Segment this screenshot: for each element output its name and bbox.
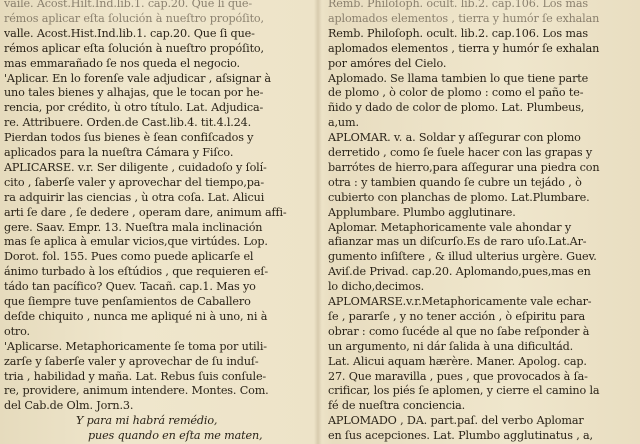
text-line: vaile. Acost.Hilt.Ind.lib.1. cap.20. Que li que-: [4, 0, 252, 10]
text-line: cito , ſaberſe valer y aprovechar del tiempo,pa-: [4, 175, 264, 189]
text-line: gere. Saav. Empr. 13. Nueſtra mala inclinación: [4, 220, 263, 234]
text-line: arti ſe dare , ſe dedere , operam dare, animum affi-: [4, 205, 287, 219]
text-line: ánimo turbado à los eſtúdios , que requieren eſ-: [4, 265, 269, 279]
text-line: ſe , pararſe , y no tener acción , ò eſpiritu para: [328, 309, 585, 323]
text-line: 'Aplicar. En lo forenſe vale adjudicar , aſsignar à: [4, 71, 271, 85]
text-line: rencia, por crédito, ù otro título. Lat. Adjudica-: [4, 101, 264, 115]
text-line: valle. Acost.Hist.Ind.lib.1. cap.20. Que ſi que-: [4, 26, 255, 40]
text-line: Lat. Alicui aquam hærère. Maner. Apolog. cap.: [328, 354, 587, 368]
text-line: deſde chiquito , nunca me apliqué ni à uno, ni à: [4, 309, 268, 323]
text-line: mas ſe aplica à emular vicios,que virtúdes. Lop.: [4, 235, 268, 249]
text-line: Y para mi habrá remédio,: [76, 414, 218, 428]
text-line: APLOMAR. v. a. Soldar y aſſegurar con plomo: [328, 131, 581, 145]
text-line: Remb. Philoſoph. ocult. lib.2. cap.106. Los mas: [328, 0, 588, 10]
text-line: tádo tan pacífico? Quev. Tacañ. cap.1. Mas yo: [4, 280, 256, 294]
text-line: derretido , como ſe ſuele hacer con las grapas y: [328, 146, 593, 159]
text-line: del Cab.de Olm. Jorn.3.: [4, 399, 134, 413]
text-line: fé de nueſtra conciencia.: [328, 399, 466, 413]
text-line: por amóres del Cielo.: [328, 56, 447, 70]
text-line: APLOMARSE.v.r.Metaphoricamente vale echar-: [328, 295, 592, 308]
text-line: ra adquirir las ciencias , ù otra coſa. Lat. Alicui: [4, 190, 265, 204]
text-line: 27. Que maravilla , pues , que provocados à ſa-: [328, 369, 588, 383]
text-line: rémos aplicar eſta ſolución à nueſtro propóſito,: [4, 41, 264, 55]
text-line: Aplomar. Metaphoricamente vale ahondar y: [328, 220, 571, 234]
text-line: aplomados elementos , tierra y humór ſe exhalan: [328, 11, 600, 25]
text-line: de plomo , ò color de plomo : como el paño te-: [328, 86, 584, 100]
text-line: Pierdan todos ſus bienes è ſean confiſcados y: [4, 131, 254, 145]
text-line: barrótes de hierro,para aſſegurar una piedra con: [328, 160, 600, 174]
text-line: re. Attribuere. Orden.de Cast.lib.4. tit.4.l.24.: [4, 116, 252, 130]
text-line: crificar, los piés ſe aplomen, y cierre el camino la: [328, 384, 600, 398]
text-line: un argumento, ni dár ſalida à una dificultád.: [328, 339, 574, 353]
text-line: uno tales bienes y alhajas, que le tocan por he-: [4, 86, 264, 100]
column-gutter: [314, 0, 322, 444]
text-line: cubierto con planchas de plomo. Lat.Plumbare.: [328, 190, 590, 204]
text-line: afianzar mas un diſcurſo.Es de raro uſo.Lat.Ar-: [328, 235, 587, 249]
text-line: Remb. Philoſoph. ocult. lib.2. cap.106. Los mas: [328, 26, 588, 40]
text-line: aplicados para la nueſtra Cámara y Fiſco.: [4, 146, 234, 159]
text-line: otro.: [4, 324, 30, 338]
text-line: zarſe y ſaberſe valer y aprovechar de ſu induſ-: [4, 354, 259, 368]
text-line: APLOMADO , DA. part.paſ. del verbo Aplomar: [328, 414, 584, 428]
text-line: ñido y dado de color de plomo. Lat. Plumbeus,: [328, 101, 585, 115]
text-line: tria , habilidad y maña. Lat. Rebus ſuis conſule-: [4, 369, 267, 383]
text-line: aplomados elementos , tierra y humór ſe exhalan: [328, 41, 600, 55]
text-line: Applumbare. Plumbo agglutinare.: [328, 205, 516, 219]
text-line: gumento inſiſtere , & illud ulterius urgère. Guev.: [328, 250, 597, 264]
text-line: mas emmarañado ſe nos queda el negocio.: [4, 56, 240, 70]
text-line: rémos aplicar eſta ſolución à nueſtro propóſito,: [4, 11, 264, 25]
text-line: a,um.: [328, 116, 359, 130]
text-line: otra : y tambien quando ſe cubre un tejádo , ò: [328, 175, 582, 189]
text-line: lo dicho,decimos.: [328, 280, 425, 294]
text-line: que ſiempre tuve penſamientos de Caballero: [4, 295, 251, 308]
text-line: Dorot. fol. 155. Pues como puede aplicarſe el: [4, 250, 254, 264]
text-line: 'Aplicarse. Metaphoricamente ſe toma por utili-: [4, 339, 267, 353]
text-line: en ſus acepciones. Lat. Plumbo agglutinatus , a,: [328, 429, 593, 443]
text-line: Aplomado. Se llama tambien lo que tiene parte: [328, 71, 589, 85]
text-line: pues quando en eſta me maten,: [88, 429, 263, 443]
text-line: re, providere, animum intendere. Montes. Com.: [4, 384, 269, 398]
text-line: APLICARSE. v.r. Ser diligente , cuidadoſo y ſolí-: [4, 160, 267, 174]
text-line: obrar : como ſucéde al que no ſabe reſponder à: [328, 324, 590, 338]
text-line: Aviſ.de Privad. cap.20. Aplomando,pues,mas en: [328, 265, 591, 279]
